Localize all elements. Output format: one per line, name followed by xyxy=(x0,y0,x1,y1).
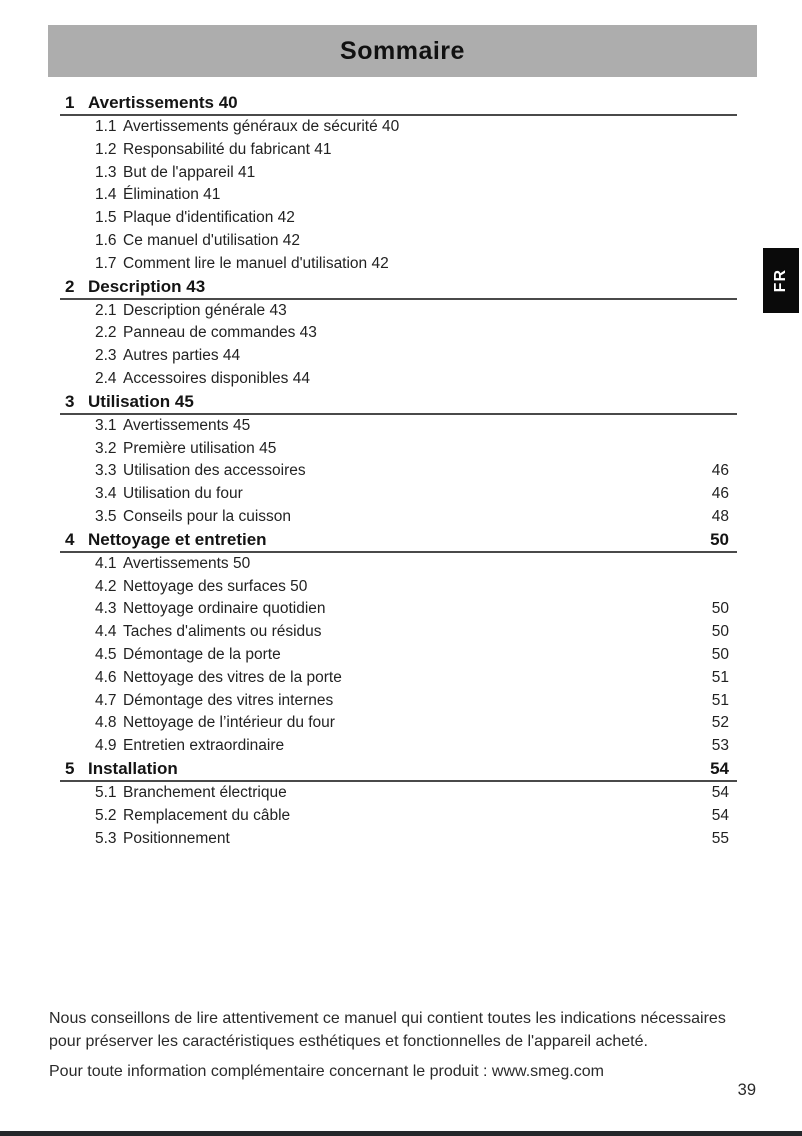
toc-item-text xyxy=(95,576,737,599)
toc-item-row xyxy=(60,506,737,529)
toc-item-row xyxy=(60,460,737,483)
toc-item-row xyxy=(60,415,737,438)
toc-item-number: 4.6 xyxy=(95,668,117,686)
toc-item-text xyxy=(95,230,737,253)
toc-item-text xyxy=(95,253,737,276)
toc-item-text xyxy=(95,460,712,483)
toc-item-row xyxy=(60,116,737,139)
toc-item-text xyxy=(95,828,712,851)
toc-item-number: 5.2 xyxy=(95,806,117,824)
toc-item-number: 3.2 xyxy=(95,439,117,457)
toc-item-text xyxy=(95,322,737,345)
toc-item-row xyxy=(60,805,737,828)
toc-item-text xyxy=(95,162,737,185)
toc-item-row xyxy=(60,300,737,323)
toc-item-row xyxy=(60,782,737,805)
toc-item-page-number: 54 xyxy=(711,806,729,824)
toc-item-label: Panneau de commandes 43 xyxy=(123,324,317,342)
toc-section-number: 5 xyxy=(65,758,75,778)
toc-item-number: 4.3 xyxy=(95,600,117,618)
toc-item-page-number: 51 xyxy=(711,691,729,709)
toc-item-number: 1.7 xyxy=(95,254,117,272)
toc-item-text xyxy=(95,368,737,391)
toc-section-label: Utilisation 45 xyxy=(88,391,194,411)
toc-item-text xyxy=(95,184,737,207)
toc-item-text xyxy=(95,712,712,735)
toc-item-row xyxy=(60,735,737,758)
toc-item-page-number: 55 xyxy=(711,829,729,847)
toc-item-number: 4.7 xyxy=(95,691,117,709)
toc-section-number: 1 xyxy=(65,93,75,112)
toc-item-row xyxy=(60,438,737,461)
toc-item-label: Accessoires disponibles 44 xyxy=(123,369,310,387)
language-tab xyxy=(763,248,799,313)
toc-item-number: 2.1 xyxy=(95,301,117,319)
toc-item-page-number: 50 xyxy=(711,645,729,663)
toc-item-number: 1.3 xyxy=(95,163,117,181)
toc-item-page-number: 50 xyxy=(711,623,729,641)
toc-item-page-number: 50 xyxy=(711,600,729,618)
toc-section-row xyxy=(60,391,737,415)
toc-item-row xyxy=(60,162,737,185)
page-title: Sommaire xyxy=(340,36,465,65)
toc-item-row xyxy=(60,553,737,576)
toc-item-label: Avertissements généraux de sécurité 40 xyxy=(123,118,400,135)
toc-section-number: 4 xyxy=(65,529,75,549)
toc-item-row xyxy=(60,621,737,644)
toc-item-number: 2.4 xyxy=(95,369,117,387)
toc-item-label: Taches d'aliments ou résidus xyxy=(123,623,322,641)
bottom-bar xyxy=(0,1131,802,1136)
toc-item-number: 1.6 xyxy=(95,231,117,249)
toc-section-number: 2 xyxy=(65,276,75,296)
toc-item-row xyxy=(60,139,737,162)
toc-item-label: Autres parties 44 xyxy=(123,347,241,365)
toc-item-label: Remplacement du câble xyxy=(123,806,291,824)
toc-section-page-number: 50 xyxy=(710,529,729,549)
toc-item-number: 1.4 xyxy=(95,186,117,204)
toc-item-row xyxy=(60,368,737,391)
toc-section-row xyxy=(60,276,737,300)
toc-item-text xyxy=(95,598,712,621)
toc-item-page-number: 53 xyxy=(711,737,729,755)
toc-item-row xyxy=(60,184,737,207)
toc-item-text xyxy=(95,553,737,576)
toc-section-label: Installation xyxy=(88,758,178,778)
toc-item-number: 4.1 xyxy=(95,554,117,572)
toc-item-label: Positionnement xyxy=(123,829,230,847)
toc-section-row xyxy=(60,92,737,116)
toc-item-number: 5.3 xyxy=(95,829,117,847)
toc-item-label: Avertissements 45 xyxy=(123,416,251,434)
toc-item-text xyxy=(95,690,712,713)
toc-section-row xyxy=(60,529,737,553)
toc-item-number: 2.3 xyxy=(95,347,117,365)
toc-item-text xyxy=(95,483,712,506)
toc-item-label: Ce manuel d'utilisation 42 xyxy=(123,231,301,249)
toc-section-text xyxy=(65,391,737,413)
page-header-bar xyxy=(48,25,757,77)
toc-item-page-number: 51 xyxy=(711,668,729,686)
toc-section-text xyxy=(65,758,710,780)
toc-section-page-number: 54 xyxy=(710,758,729,778)
toc-section-label: Avertissements 40 xyxy=(88,93,238,112)
toc-item-label: Nettoyage ordinaire quotidien xyxy=(123,600,326,618)
toc-item-row xyxy=(60,690,737,713)
toc-item-label: Utilisation du four xyxy=(123,485,243,503)
toc-section-label: Description 43 xyxy=(88,276,206,296)
toc-item-number: 4.9 xyxy=(95,737,117,755)
toc-item-text xyxy=(95,805,712,828)
toc-item-row xyxy=(60,207,737,230)
toc-item-label: Première utilisation 45 xyxy=(123,439,277,457)
toc-item-label: Utilisation des accessoires xyxy=(123,462,306,480)
toc-item-label: Nettoyage des surfaces 50 xyxy=(123,577,308,595)
toc-section-row xyxy=(60,758,737,782)
toc-item-row xyxy=(60,483,737,506)
toc-item-page-number: 46 xyxy=(711,485,729,503)
toc-item-page-number: 54 xyxy=(711,783,729,801)
toc-item-text xyxy=(95,782,712,805)
toc-item-text xyxy=(95,438,737,461)
toc-item-number: 3.3 xyxy=(95,462,117,480)
toc-item-row xyxy=(60,345,737,368)
toc-item-label: Démontage des vitres internes xyxy=(123,691,334,709)
toc-item-number: 4.4 xyxy=(95,623,117,641)
toc-item-label: Description générale 43 xyxy=(123,301,287,319)
toc-item-row xyxy=(60,253,737,276)
toc-item-number: 1.5 xyxy=(95,209,117,227)
toc-item-text xyxy=(95,415,737,438)
toc-section-text xyxy=(65,529,710,551)
toc-section-text xyxy=(65,92,737,114)
toc-item-row xyxy=(60,667,737,690)
toc-item-number: 4.2 xyxy=(95,577,117,595)
toc-item-text xyxy=(95,506,712,529)
toc-item-number: 1.1 xyxy=(95,118,117,135)
toc-item-label: Avertissements 50 xyxy=(123,554,251,572)
toc-item-label: Nettoyage des vitres de la porte xyxy=(123,668,342,686)
toc-item-text xyxy=(95,139,737,162)
toc-item-row xyxy=(60,322,737,345)
toc-item-text xyxy=(95,621,712,644)
toc-item-number: 2.2 xyxy=(95,324,117,342)
page-number: 39 xyxy=(737,1081,756,1099)
toc-item-label: Conseils pour la cuisson xyxy=(123,507,292,525)
toc-item-row xyxy=(60,598,737,621)
toc-section-number: 3 xyxy=(65,391,75,411)
toc-item-label: Démontage de la porte xyxy=(123,645,281,663)
toc-item-number: 4.5 xyxy=(95,645,117,663)
table-of-contents xyxy=(60,92,737,850)
toc-item-label: Responsabilité du fabricant 41 xyxy=(123,140,332,158)
toc-item-label: Comment lire le manuel d'utilisation 42 xyxy=(123,254,389,272)
toc-item-text xyxy=(95,207,737,230)
toc-item-label: Branchement électrique xyxy=(123,783,287,801)
toc-item-number: 3.4 xyxy=(95,485,117,503)
toc-item-number: 4.8 xyxy=(95,714,117,732)
toc-item-row xyxy=(60,576,737,599)
toc-item-label: Élimination 41 xyxy=(123,186,221,204)
toc-item-number: 3.5 xyxy=(95,507,117,525)
toc-section-label: Nettoyage et entretien xyxy=(88,529,267,549)
toc-item-text xyxy=(95,300,737,323)
toc-item-label: Entretien extraordinaire xyxy=(123,737,285,755)
toc-section-text xyxy=(65,276,737,298)
toc-item-text xyxy=(95,667,712,690)
toc-item-text xyxy=(95,345,737,368)
toc-item-number: 5.1 xyxy=(95,783,117,801)
toc-item-row xyxy=(60,644,737,667)
language-tab-label: FR xyxy=(772,268,789,293)
toc-item-label: Nettoyage de l’intérieur du four xyxy=(123,714,335,732)
toc-item-text xyxy=(95,735,712,758)
toc-item-number: 3.1 xyxy=(95,416,117,434)
footer-paragraph-2: Pour toute information complémentaire concernant le produit : www.smeg.com xyxy=(49,1063,604,1080)
toc-item-page-number: 46 xyxy=(711,462,729,480)
footer-note xyxy=(49,1007,755,1083)
toc-item-number: 1.2 xyxy=(95,140,117,158)
toc-item-row xyxy=(60,712,737,735)
footer-paragraph-1: Nous conseillons de lire attentivement ce manuel qui contient toutes les indications nécessaires pour préserver les caractéristiques esthétiques et fonctionnelles de l'appareil acheté. xyxy=(49,1010,726,1050)
toc-item-page-number: 52 xyxy=(711,714,729,732)
toc-item-label: But de l'appareil 41 xyxy=(123,163,256,181)
toc-item-label: Plaque d'identification 42 xyxy=(123,209,295,227)
toc-item-page-number: 48 xyxy=(711,507,729,525)
toc-item-text xyxy=(95,116,737,139)
toc-item-text xyxy=(95,644,712,667)
toc-item-row xyxy=(60,828,737,851)
toc-item-row xyxy=(60,230,737,253)
